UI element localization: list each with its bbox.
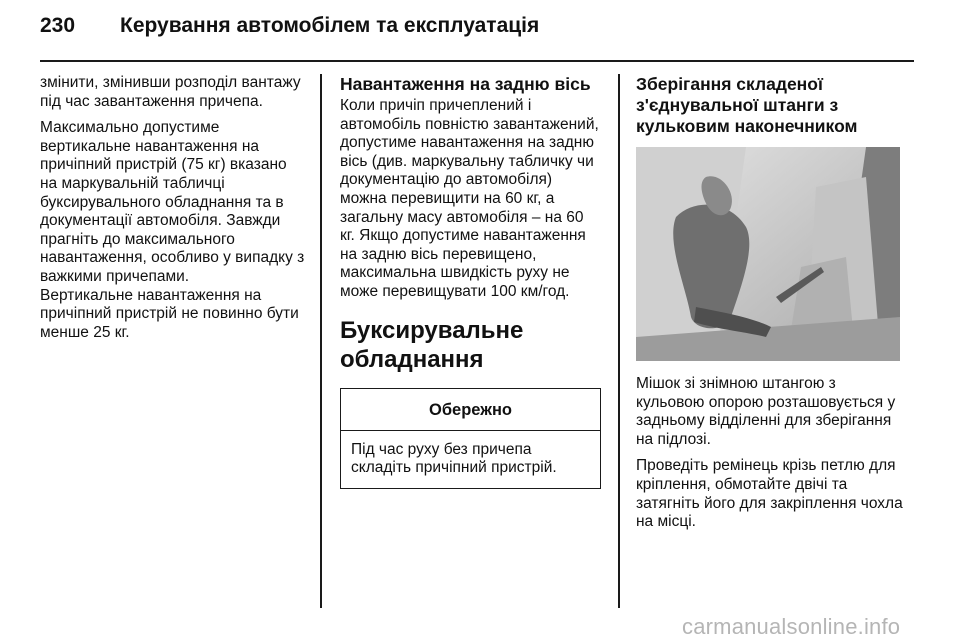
- column-right: [636, 74, 904, 540]
- paragraph-bag-location: Мішок зі знімною штангою з кульовою опорою розташовується у задньому відділенні для зберігання на підлозі.: [636, 375, 896, 448]
- chapter-title: Керування автомобілем та експлуатація: [120, 14, 540, 37]
- caution-box: [340, 388, 601, 489]
- caution-title: Обережно: [341, 389, 600, 431]
- storage-bag-photo: [636, 147, 900, 361]
- storage-bag-illustration: [636, 147, 900, 361]
- watermark-text: carmanualsonline.info: [682, 614, 901, 639]
- page-number: 230: [40, 14, 76, 37]
- heading-storage: Зберігання складеної з'єднувальної штанги з кульковим наконечником: [636, 74, 858, 136]
- paragraph-min-vertical-load: Вертикальне навантаження на причіпний пристрій не повинно бути менше 25 кг.: [40, 286, 299, 341]
- paragraph-rear-axle-load: Коли причіп причеплений і автомобіль повністю завантажений, допустиме навантаження на задню вісь (див. маркувальну табличку чи документацію до автомобіля) можна перевищити на 60 кг, а загальну масу автомобіля – на 60 кг. Якщо допустиме навантаження на задню вісь перевищено, максимальна швидкість руху не може перевищувати 100 км/год.: [340, 97, 599, 300]
- header-divider: [40, 60, 914, 62]
- paragraph-strap-instructions: Проведіть ремінець крізь петлю для кріплення, обмотайте двічі та затягніть його для закріплення чохла на місці.: [636, 457, 903, 531]
- page-header: [40, 14, 920, 50]
- column-middle: [340, 74, 602, 489]
- column-divider-1: [320, 74, 322, 608]
- column-left: [40, 74, 308, 350]
- paragraph-load-distribution: змінити, змінивши розподіл вантажу під час завантаження причепа.: [40, 74, 301, 110]
- heading-rear-axle-load: Навантаження на задню вісь: [340, 74, 591, 94]
- caution-text: Під час руху без причепа складіть причіпний пристрій.: [351, 440, 557, 477]
- heading-towing-equipment: Буксирувальне обладнання: [340, 316, 524, 373]
- column-divider-2: [618, 74, 620, 608]
- paragraph-max-vertical-load: Максимально допустиме вертикальне навантаження на причіпний пристрій (75 кг) вказано на маркувальній табличці буксирувального обладнання та в документації автомобіля. Завжди прагніть до максимального навантаження, особливо у випадку з важкими причепами.: [40, 119, 305, 285]
